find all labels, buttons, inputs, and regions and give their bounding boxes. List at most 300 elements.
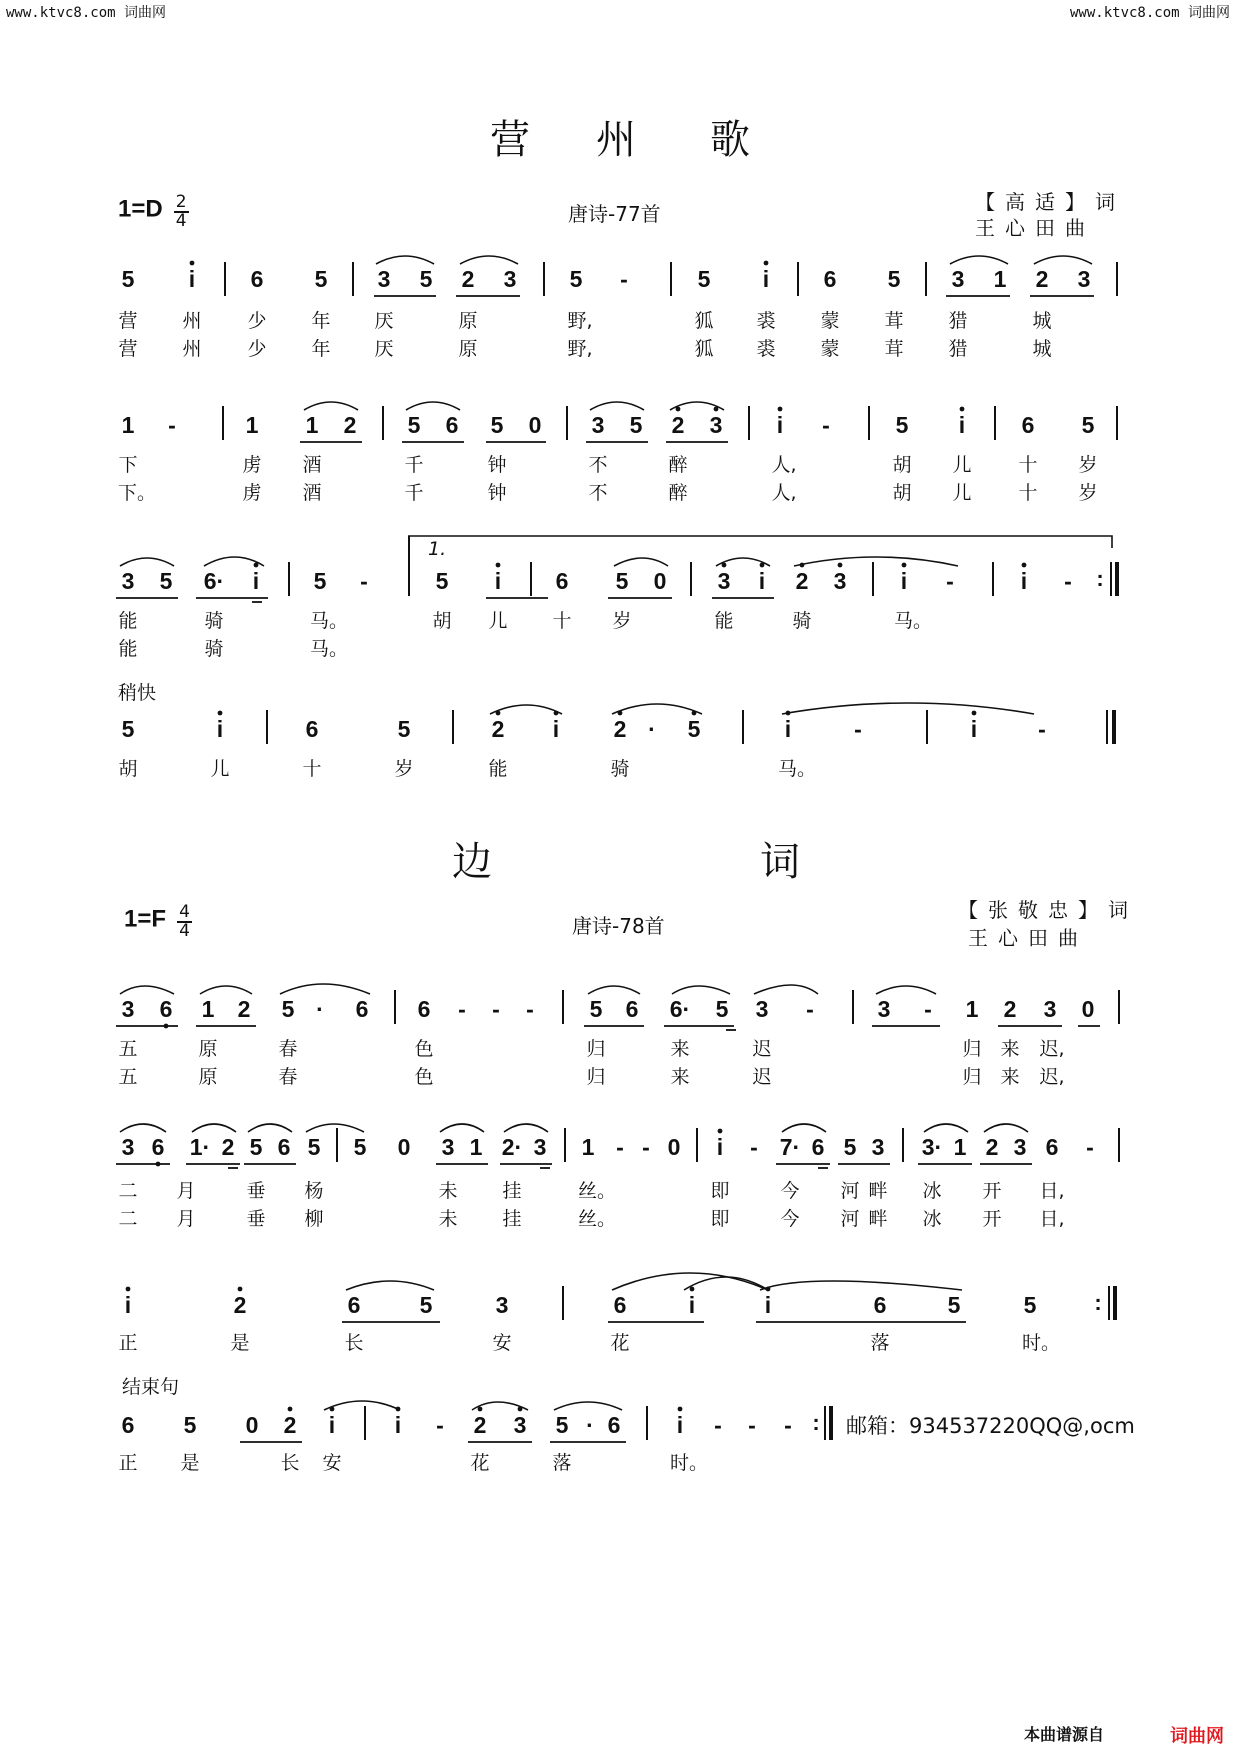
repeat-dots: :: [812, 1410, 820, 1435]
lyric: 钟: [487, 454, 507, 476]
note: 3: [709, 412, 723, 438]
lyric: 骑: [610, 758, 630, 780]
lyric: 杨: [304, 1180, 324, 1202]
lyric: 能: [118, 638, 138, 660]
lyric: 年: [311, 310, 331, 332]
note: i: [900, 568, 908, 594]
note: 1: [469, 1134, 483, 1160]
lyric: 开: [982, 1208, 1002, 1230]
lyric: 不: [588, 454, 608, 476]
note: 5: [419, 266, 433, 292]
lyric: 原: [198, 1038, 218, 1060]
lyric: 胡: [432, 610, 452, 632]
note: 5: [555, 1412, 569, 1438]
lyric: 胡: [892, 482, 912, 504]
lyric: 河: [840, 1180, 860, 1202]
note: 2: [795, 568, 809, 594]
note: -: [854, 716, 862, 742]
note: 6: [277, 1134, 291, 1160]
note: 6: [613, 1292, 627, 1318]
note: 5: [947, 1292, 961, 1318]
note: -: [946, 568, 954, 594]
note: 3: [121, 568, 135, 594]
lyric: 猎: [948, 338, 968, 360]
lyric: 正: [118, 1332, 138, 1354]
note: 2: [237, 996, 251, 1022]
lyric: 十: [552, 610, 572, 632]
note: 0: [397, 1134, 411, 1160]
note: -: [822, 412, 830, 438]
lyric: 冰: [922, 1208, 942, 1230]
note: i: [188, 266, 196, 292]
lyric: 马。: [310, 610, 349, 632]
note: 6: [1021, 412, 1035, 438]
note: i: [688, 1292, 696, 1318]
note: 5: [615, 568, 629, 594]
lyric: 下: [118, 454, 138, 476]
lyric: 色: [414, 1066, 434, 1088]
lyric: 野,: [567, 310, 593, 332]
note: i: [676, 1412, 684, 1438]
note: 2·: [501, 1134, 523, 1160]
lyric: 儿: [952, 454, 972, 476]
note: ·: [316, 996, 324, 1022]
lyric: 营: [118, 310, 138, 332]
lyric: 厌: [374, 338, 394, 360]
lyric: 迟: [752, 1066, 772, 1088]
note: 3: [441, 1134, 455, 1160]
song2-key: 1=F: [124, 905, 167, 933]
note: 3: [591, 412, 605, 438]
note: 6: [823, 266, 837, 292]
song1-lyricist: 【高适】词: [975, 190, 1125, 214]
lyric: 时。: [1022, 1332, 1061, 1354]
lyric: 儿: [952, 482, 972, 504]
lyric: 迟,: [1039, 1038, 1065, 1060]
note: 5: [314, 266, 328, 292]
note: 5: [1023, 1292, 1037, 1318]
song2-lyricist: 【张敬忠】词: [958, 898, 1138, 922]
note: 2: [473, 1412, 487, 1438]
time-bottom: 4: [179, 921, 190, 941]
note: 5: [843, 1134, 857, 1160]
note: 1: [201, 996, 215, 1022]
email-contact: 邮箱：934537220QQ@,ocm: [846, 1414, 1135, 1438]
note: 7·: [779, 1134, 801, 1160]
lyric: 挂: [502, 1180, 522, 1202]
note: -: [616, 1134, 624, 1160]
note: 1: [121, 412, 135, 438]
lyric: 五: [118, 1066, 138, 1088]
lyric: 人,: [771, 482, 797, 504]
lyric: 千: [404, 482, 424, 504]
lyric: 落: [552, 1452, 572, 1474]
note: 3: [121, 1134, 135, 1160]
lyric: 骑: [792, 610, 812, 632]
note: 2: [283, 1412, 297, 1438]
lyric: 未: [438, 1180, 458, 1202]
lyric: 原: [198, 1066, 218, 1088]
lyric: 柳: [304, 1208, 324, 1230]
note: 3: [121, 996, 135, 1022]
note: -: [924, 996, 932, 1022]
note: 3: [755, 996, 769, 1022]
note: 2: [221, 1134, 235, 1160]
time-top: 2: [175, 192, 187, 212]
lyric: 城: [1032, 338, 1052, 360]
song1-title-char: 歌: [710, 117, 750, 163]
time-top: 4: [179, 902, 190, 922]
lyric: 长: [344, 1332, 364, 1354]
song1-title-char: 州: [596, 117, 636, 163]
lyric: 狐: [694, 338, 714, 360]
note: 6: [625, 996, 639, 1022]
note: 2: [1035, 266, 1049, 292]
note: 1·: [189, 1134, 211, 1160]
lyric: 即: [710, 1180, 730, 1202]
lyric: 酒: [302, 482, 322, 504]
note: 5: [895, 412, 909, 438]
note: i: [970, 716, 978, 742]
note: -: [620, 266, 628, 292]
note: 5: [1081, 412, 1095, 438]
lyric: 今: [780, 1208, 800, 1230]
note: -: [436, 1412, 444, 1438]
note: 3: [951, 266, 965, 292]
lyric: 马。: [310, 638, 349, 660]
lyric: 营: [118, 338, 138, 360]
note: 2: [343, 412, 357, 438]
note: 5: [629, 412, 643, 438]
note: 1: [305, 412, 319, 438]
lyric: 月: [176, 1208, 196, 1230]
lyric: 茸: [884, 338, 904, 360]
lyric: 胡: [892, 454, 912, 476]
lyric: 马。: [778, 758, 817, 780]
note: i: [394, 1412, 402, 1438]
note: 5: [407, 412, 421, 438]
song1-title-char: 营: [490, 117, 530, 163]
lyric: 二: [118, 1180, 138, 1202]
lyric: 来: [670, 1038, 690, 1060]
lyric: 蒙: [820, 310, 840, 332]
note: 1: [581, 1134, 595, 1160]
note: 6: [121, 1412, 135, 1438]
lyric: 野,: [567, 338, 593, 360]
lyric: 未: [438, 1208, 458, 1230]
lyric: 归: [586, 1066, 606, 1088]
lyric: 安: [492, 1332, 512, 1354]
note: 6: [607, 1412, 621, 1438]
note: i: [494, 568, 502, 594]
lyric: 春: [278, 1066, 298, 1088]
lyric: 归: [962, 1066, 982, 1088]
note: 3: [717, 568, 731, 594]
lyric: 迟,: [1039, 1066, 1065, 1088]
note: -: [1086, 1134, 1094, 1160]
repeat-dots: :: [1094, 1290, 1102, 1315]
volta-number: 1.: [428, 538, 447, 560]
lyric: 花: [470, 1452, 490, 1474]
lyric: 来: [1000, 1038, 1020, 1060]
lyric: 岁: [1078, 454, 1098, 476]
lyric: 花: [610, 1332, 630, 1354]
note: 3: [377, 266, 391, 292]
lyric: 骑: [204, 610, 224, 632]
lyric: 马。: [894, 610, 933, 632]
note: ·: [648, 716, 656, 742]
lyric: 醉: [668, 482, 688, 504]
lyric: 岁: [394, 758, 414, 780]
note: -: [1064, 568, 1072, 594]
note: i: [764, 1292, 772, 1318]
song1-subtitle: 唐诗-77首: [568, 202, 661, 226]
note: 2: [671, 412, 685, 438]
lyric: 是: [230, 1332, 250, 1354]
lyric: 州: [182, 310, 202, 332]
lyric: 即: [710, 1208, 730, 1230]
note: 3: [1077, 266, 1091, 292]
footer-source: 本曲谱源自: [1024, 1725, 1105, 1744]
lyric: 岁: [1078, 482, 1098, 504]
note: -: [492, 996, 500, 1022]
note: 0: [245, 1412, 259, 1438]
lyric: 人,: [771, 454, 797, 476]
note: 5: [569, 266, 583, 292]
note: 3: [513, 1412, 527, 1438]
lyric: 五: [118, 1038, 138, 1060]
lyric: 儿: [488, 610, 508, 632]
song1-key: 1=D: [118, 195, 163, 223]
note: 2: [985, 1134, 999, 1160]
lyric: 落: [870, 1332, 890, 1354]
lyric: 儿: [210, 758, 230, 780]
note: 5: [419, 1292, 433, 1318]
note: i: [762, 266, 770, 292]
note: 5: [490, 412, 504, 438]
note: 2: [491, 716, 505, 742]
tempo-mark: 稍快: [118, 682, 157, 704]
note: 1: [993, 266, 1007, 292]
note: 5: [397, 716, 411, 742]
lyric: 开: [982, 1180, 1002, 1202]
watermark-left: www.ktvc8.com 词曲网: [6, 5, 167, 21]
lyric: 今: [780, 1180, 800, 1202]
note: 5: [589, 996, 603, 1022]
lyric: 来: [670, 1066, 690, 1088]
lyric: 厌: [374, 310, 394, 332]
lyric: 裘: [756, 310, 776, 332]
lyric: 日,: [1039, 1180, 1065, 1202]
note: i: [552, 716, 560, 742]
lyric: 时。: [670, 1452, 709, 1474]
note: -: [458, 996, 466, 1022]
lyric: 冰: [922, 1180, 942, 1202]
note: 6: [305, 716, 319, 742]
note: 3: [871, 1134, 885, 1160]
lyric: 酒: [302, 454, 322, 476]
lyric: 畔: [868, 1180, 888, 1202]
note: 6: [811, 1134, 825, 1160]
note: 3: [533, 1134, 547, 1160]
note: -: [750, 1134, 758, 1160]
lyric: 十: [302, 758, 322, 780]
note: 6: [151, 1134, 165, 1160]
note: -: [168, 412, 176, 438]
note: 6: [1045, 1134, 1059, 1160]
lyric: 垂: [246, 1180, 266, 1202]
lyric: 日,: [1039, 1208, 1065, 1230]
lyric: 不: [588, 482, 608, 504]
lyric: 下。: [118, 482, 157, 504]
note: 6·: [203, 568, 225, 594]
lyric: 裘: [756, 338, 776, 360]
lyric: 骑: [204, 638, 224, 660]
note: i: [1020, 568, 1028, 594]
note: 6·: [669, 996, 691, 1022]
note: -: [784, 1412, 792, 1438]
note: 6: [159, 996, 173, 1022]
lyric: 能: [714, 610, 734, 632]
lyric: 来: [1000, 1066, 1020, 1088]
note: 1: [953, 1134, 967, 1160]
note: 5: [249, 1134, 263, 1160]
note: 3·: [921, 1134, 943, 1160]
note: 5: [687, 716, 701, 742]
lyric: 少: [247, 338, 267, 360]
lyric: 河: [840, 1208, 860, 1230]
lyric: 茸: [884, 310, 904, 332]
lyric: 狐: [694, 310, 714, 332]
lyric: 春: [278, 1038, 298, 1060]
footer-logo[interactable]: 词曲网: [1170, 1726, 1224, 1747]
note: 3: [495, 1292, 509, 1318]
lyric: 少: [247, 310, 267, 332]
lyric: 猎: [948, 310, 968, 332]
song2-title-char: 词: [760, 839, 800, 885]
lyric: 归: [586, 1038, 606, 1060]
time-bottom: 4: [175, 211, 187, 231]
note: 5: [435, 568, 449, 594]
lyric: 归: [962, 1038, 982, 1060]
note: -: [714, 1412, 722, 1438]
song2-subtitle: 唐诗-78首: [572, 914, 665, 938]
note: 0: [667, 1134, 681, 1160]
lyric: 醉: [668, 454, 688, 476]
lyric: 迟: [752, 1038, 772, 1060]
lyric: 岁: [612, 610, 632, 632]
note: 6: [445, 412, 459, 438]
lyric: 畔: [868, 1208, 888, 1230]
note: -: [360, 568, 368, 594]
note: i: [758, 568, 766, 594]
lyric: 色: [414, 1038, 434, 1060]
lyric: 十: [1018, 482, 1038, 504]
note: i: [776, 412, 784, 438]
note: 3: [503, 266, 517, 292]
lyric: 挂: [502, 1208, 522, 1230]
note: 5: [353, 1134, 367, 1160]
lyric: 城: [1032, 310, 1052, 332]
note: -: [642, 1134, 650, 1160]
note: 3: [1043, 996, 1057, 1022]
note: 2: [613, 716, 627, 742]
ending-mark: 结束句: [122, 1376, 180, 1398]
note: -: [748, 1412, 756, 1438]
lyric: 钟: [487, 482, 507, 504]
note: 5: [159, 568, 173, 594]
repeat-dots: :: [1096, 566, 1104, 591]
note: 5: [281, 996, 295, 1022]
lyric: 丝。: [578, 1180, 617, 1202]
lyric: 二: [118, 1208, 138, 1230]
note: 5: [183, 1412, 197, 1438]
lyric: 年: [311, 338, 331, 360]
lyric: 千: [404, 454, 424, 476]
lyric: 正: [118, 1452, 138, 1474]
note: 0: [1081, 996, 1095, 1022]
lyric: 月: [176, 1180, 196, 1202]
note: i: [252, 568, 260, 594]
lyric: 原: [458, 310, 478, 332]
note: -: [1038, 716, 1046, 742]
note: 5: [887, 266, 901, 292]
lyric: 是: [180, 1452, 200, 1474]
note: 5: [313, 568, 327, 594]
note: i: [216, 716, 224, 742]
note: 6: [417, 996, 431, 1022]
song1-composer: 王心田曲: [975, 216, 1095, 240]
lyric: 原: [458, 338, 478, 360]
note: i: [124, 1292, 132, 1318]
note: 6: [250, 266, 264, 292]
watermark-right: www.ktvc8.com 词曲网: [1070, 5, 1231, 21]
lyric: 州: [182, 338, 202, 360]
note: i: [716, 1134, 724, 1160]
note: 0: [528, 412, 542, 438]
note: 1: [245, 412, 259, 438]
note: 3: [877, 996, 891, 1022]
lyric: 胡: [118, 758, 138, 780]
lyric: 十: [1018, 454, 1038, 476]
note: 2: [233, 1292, 247, 1318]
song2-composer: 王心田曲: [968, 926, 1088, 950]
note: -: [526, 996, 534, 1022]
note: 5: [121, 716, 135, 742]
lyric: 虏: [242, 482, 262, 504]
note: 5: [121, 266, 135, 292]
lyric: 能: [118, 610, 138, 632]
lyric: 能: [488, 758, 508, 780]
note: i: [328, 1412, 336, 1438]
note: 6: [555, 568, 569, 594]
note: ·: [586, 1412, 594, 1438]
song2-title-char: 边: [452, 839, 492, 885]
note: 5: [307, 1134, 321, 1160]
note: 5: [715, 996, 729, 1022]
note: -: [806, 996, 814, 1022]
note: i: [958, 412, 966, 438]
note: 6: [355, 996, 369, 1022]
note: 5: [697, 266, 711, 292]
lyric: 丝。: [578, 1208, 617, 1230]
lyric: 蒙: [820, 338, 840, 360]
note: 0: [653, 568, 667, 594]
note: 3: [833, 568, 847, 594]
note: 6: [347, 1292, 361, 1318]
note: 2: [1003, 996, 1017, 1022]
lyric: 长: [280, 1452, 300, 1474]
